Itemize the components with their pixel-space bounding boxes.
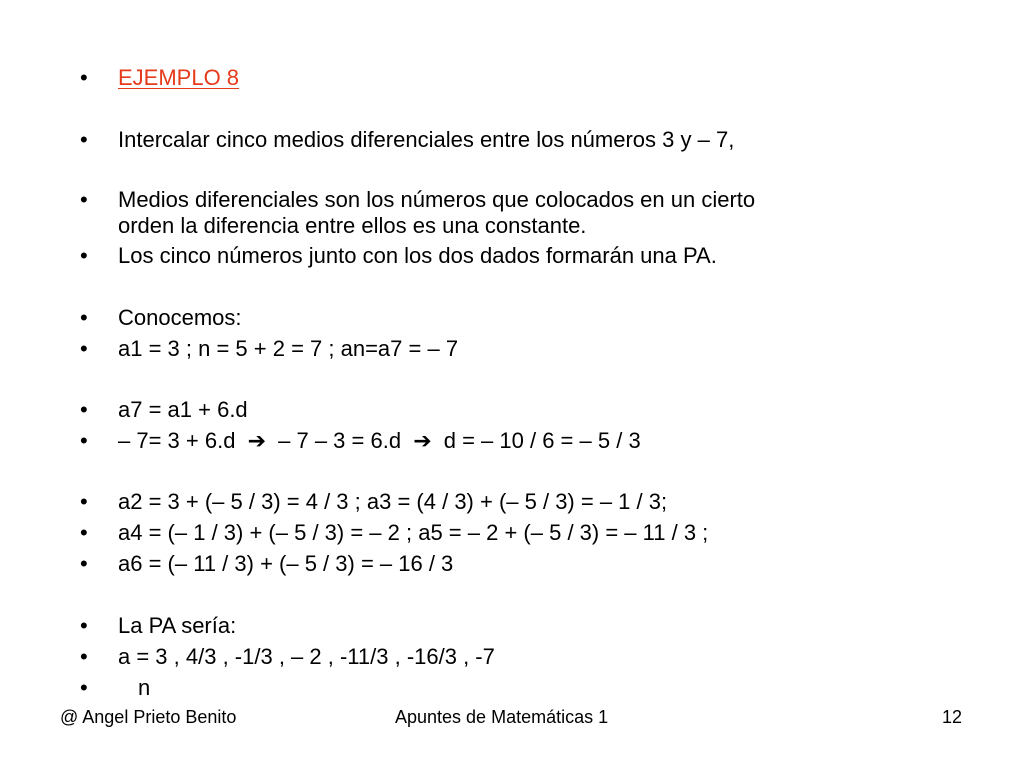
footer-page-number: 12 — [942, 707, 963, 727]
slide-title: EJEMPLO 8 — [118, 65, 240, 90]
terms-1-text: a2 = 3 + (– 5 / 3) = 4 / 3 ; a3 = (4 / 3) + (– 5 / 3) = – 1 / 3; — [118, 489, 668, 514]
solve-d-text: – 7= 3 + 6.d ➔ – 7 – 3 = 6.d ➔ d = – 10 / 6 = – 5 / 3 — [118, 428, 641, 453]
arrow-icon: ➔ — [247, 428, 266, 453]
terms-3-text: a6 = (– 11 / 3) + (– 5 / 3) = – 16 / 3 — [118, 551, 454, 576]
known-values-text: a1 = 3 ; n = 5 + 2 = 7 ; an=a7 = – 7 — [118, 336, 459, 361]
footer-author: @ Angel Prieto Benito — [60, 707, 237, 727]
subscript-n: n — [138, 675, 151, 700]
footer-course: Apuntes de Matemáticas 1 — [395, 707, 609, 727]
arrow-icon: ➔ — [413, 428, 432, 453]
formula-text: a7 = a1 + 6.d — [118, 397, 248, 422]
pa-note-text: Los cinco números junto con los dos dados formarán una PA. — [118, 243, 717, 268]
known-text: Conocemos: — [118, 305, 242, 330]
definition-text: Medios diferenciales son los números que colocados en un cierto orden la diferencia entre ellos es una constante. — [118, 187, 756, 238]
statement-text: Intercalar cinco medios diferenciales entre los números 3 y – 7, — [118, 127, 735, 152]
result-label-text: La PA sería: — [118, 613, 237, 638]
result-text: a = 3 , 4/3 , -1/3 , – 2 , -11/3 , -16/3 , -7 — [118, 644, 495, 669]
terms-2-text: a4 = (– 1 / 3) + (– 5 / 3) = – 2 ; a5 = – 2 + (– 5 / 3) = – 11 / 3 ; — [118, 520, 709, 545]
